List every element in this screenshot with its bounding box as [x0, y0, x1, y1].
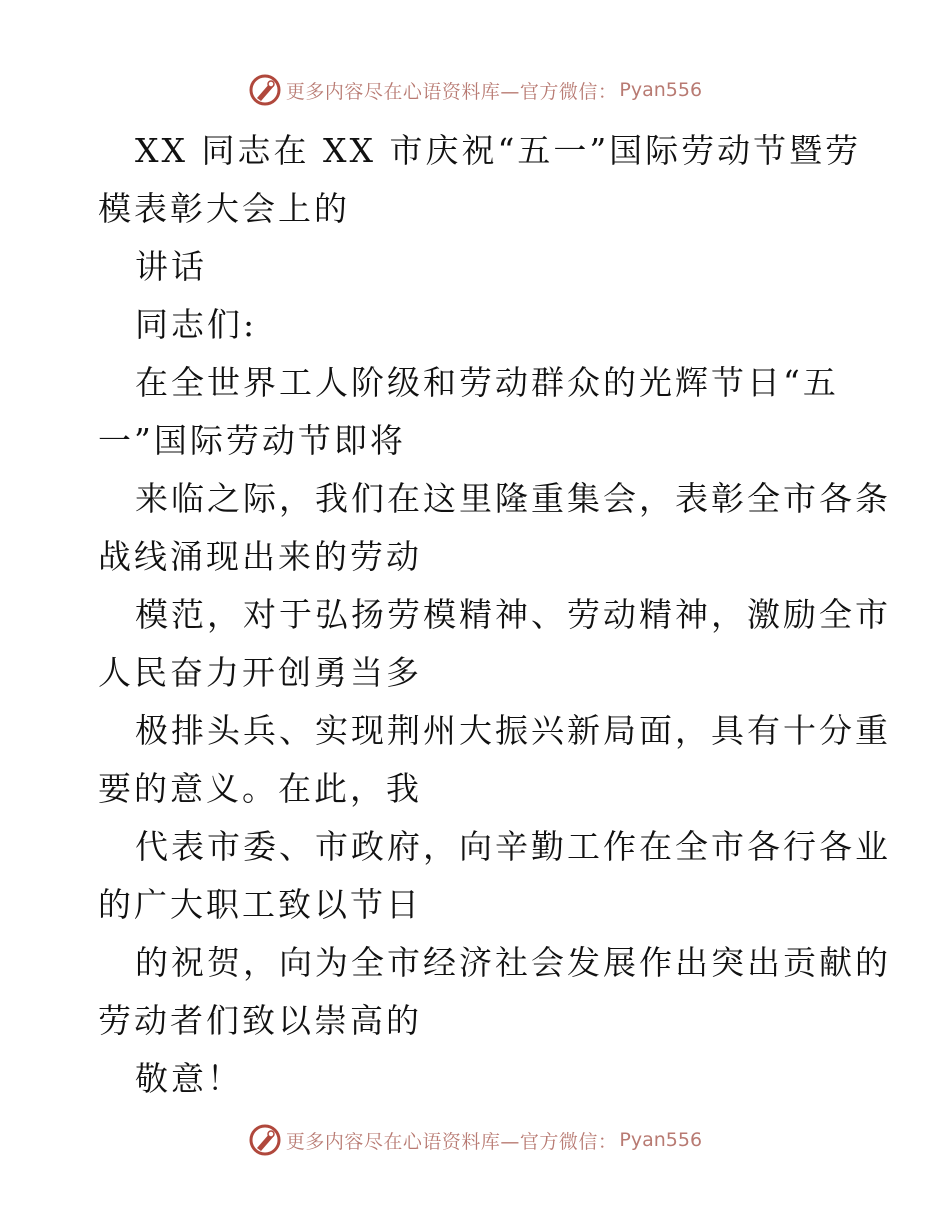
watermark-wechat-id: Pyan556	[619, 1129, 703, 1151]
doc-line: 的广大职工致以节日	[98, 885, 422, 924]
doc-line: 一”国际劳动节即将	[98, 421, 406, 460]
doc-line: 的祝贺，向为全市经济社会发展作出突出贡献的	[135, 943, 891, 982]
doc-line: 模范，对于弘扬劳模精神、劳动精神，激励全市	[135, 595, 891, 634]
doc-line: 战线涌现出来的劳动	[98, 537, 422, 576]
pen-logo-icon	[248, 73, 282, 107]
doc-line: 极排头兵、实现荆州大振兴新局面，具有十分重	[135, 711, 891, 750]
footer-watermark	[0, 1122, 950, 1158]
doc-line: 敬意！	[135, 1059, 243, 1098]
watermark-text: 更多内容尽在心语资料库—官方微信：	[285, 1130, 618, 1153]
document-body	[98, 122, 891, 1108]
doc-line: 同志们:	[135, 305, 258, 344]
pen-logo-icon	[248, 1123, 282, 1157]
doc-line: 人民奋力开创勇当多	[98, 653, 422, 692]
header-watermark	[0, 72, 950, 108]
doc-line: 代表市委、市政府，向辛勤工作在全市各行各业	[135, 827, 891, 866]
doc-line: 劳动者们致以崇高的	[98, 1001, 422, 1040]
doc-line: 在全世界工人阶级和劳动群众的光辉节日“五	[135, 363, 839, 402]
doc-line: 要的意义。在此，我	[98, 769, 422, 808]
doc-line: 讲话	[135, 247, 207, 286]
watermark-text: 更多内容尽在心语资料库—官方微信：	[285, 80, 618, 103]
doc-line: 模表彰大会上的	[98, 189, 350, 228]
watermark-wechat-id: Pyan556	[619, 79, 703, 101]
doc-line: XX 同志在 XX 市庆祝“五一”国际劳动节暨劳	[135, 131, 862, 170]
doc-line: 来临之际，我们在这里隆重集会，表彰全市各条	[135, 479, 891, 518]
